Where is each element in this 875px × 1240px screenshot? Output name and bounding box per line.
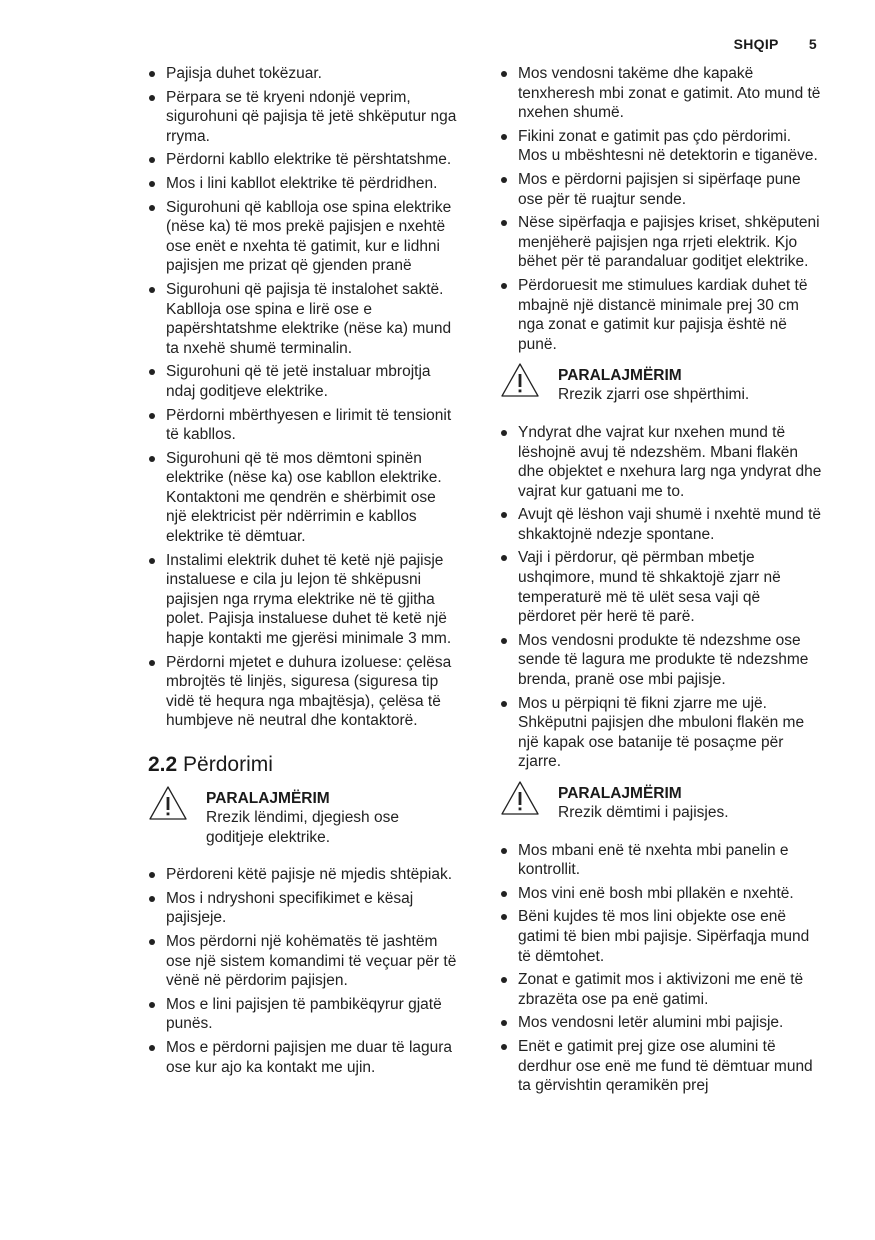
list-item: Sigurohuni që të jetë instaluar mbrojtja ndaj goditjeve elektrike. xyxy=(148,362,458,401)
list-item: Zonat e gatimit mos i aktivizoni me enë të zbrazëta ose pa enë gatimi. xyxy=(500,970,822,1009)
list-item: Mos u përpiqni të fikni zjarre me ujë. Shkëputni pajisjen dhe mbuloni flakën me një kapak ose batanije të posaçme për zjarre. xyxy=(500,694,822,772)
list-item: Pajisja duhet tokëzuar. xyxy=(148,64,458,84)
warning-text: Rrezik zjarri ose shpërthimi. xyxy=(558,386,750,404)
left-column xyxy=(148,64,458,1081)
list-item: Enët e gatimit prej gize ose alumini të derdhur ose enë me fund të dëmtuar mund ta gërvishtin qeramikën prej xyxy=(500,1037,822,1096)
list-item: Mos e lini pajisjen të pambikëqyrur gjatë punës. xyxy=(148,995,458,1034)
list-item: Avujt që lëshon vaji shumë i nxehtë mund të shkaktojnë ndezje spontane. xyxy=(500,505,822,544)
warning-text: Rrezik dëmtimi i pajisjes. xyxy=(558,804,729,821)
list-item: Sigurohuni që të mos dëmtoni spinën elektrike (nëse ka) ose kabllon elektrike. Kontaktoni me qendrën e shërbimit ose një elektricist për ndërrimin e kabllos elektrike të dëmtuar. xyxy=(148,449,458,547)
list-item: Sigurohuni që pajisja të instalohet saktë. Kablloja ose spina e lirë ose e papërshtatshme elektrike (nëse ka) mund ta nxehë shumë terminalin. xyxy=(148,280,458,358)
list-item: Përdorni kabllo elektrike të përshtatshme. xyxy=(148,150,458,170)
page-header xyxy=(734,36,817,52)
list-item: Mos vendosni produkte të ndezshme ose sende të lagura me produkte të ndezshme brenda, pranë ose mbi pajisje. xyxy=(500,631,822,690)
bullet-list xyxy=(500,841,822,1096)
list-item: Mos vendosni takëme dhe kapakë tenxheresh mbi zonat e gatimit. Ato mund të nxehen shumë. xyxy=(500,64,822,123)
warning-title: PARALAJMËRIM xyxy=(558,367,682,385)
warning-box xyxy=(500,366,822,405)
list-item: Mos vendosni letër alumini mbi pajisje. xyxy=(500,1013,822,1033)
list-item: Mos i lini kabllot elektrike të përdridhen. xyxy=(148,174,458,194)
bullet-list xyxy=(148,64,458,731)
warning-title: PARALAJMËRIM xyxy=(558,785,682,802)
list-item: Nëse sipërfaqja e pajisjes kriset, shkëputeni menjëherë pajisjen nga rrjeti elektrik. Kjo bëhet për të parandaluar goditjet elektrike. xyxy=(500,213,822,272)
list-item: Përdoreni këtë pajisje në mjedis shtëpiak. xyxy=(148,865,458,885)
list-item: Përdorni mbërthyesen e lirimit të tensionit të kabllos. xyxy=(148,406,458,445)
list-item: Sigurohuni që kablloja ose spina elektrike (nëse ka) të mos prekë pajisjen e nxehtë ose enët e nxehta të gatimit, kur e lidhni pajisjen me prizat që gjenden pranë xyxy=(148,198,458,276)
bullet-list xyxy=(148,865,458,1077)
warning-box xyxy=(148,789,458,847)
bullet-list xyxy=(500,423,822,772)
list-item: Mos vini enë bosh mbi pllakën e nxehtë. xyxy=(500,884,822,904)
section-number: 2.2 xyxy=(148,753,178,776)
warning-box xyxy=(500,784,822,823)
list-item: Instalimi elektrik duhet të ketë një pajisje instaluese e cila ju lejon të shkëpusni pajisjen nga rryma elektrike në të gjitha polet. Pajisja instaluese duhet të ketë një hapje kontakti me gjerësi minimale 3 mm. xyxy=(148,551,458,649)
warning-triangle-icon xyxy=(148,785,188,821)
list-item: Përdoruesit me stimulues kardiak duhet të mbajnë një distancë minimale prej 30 cm nga zonat e gatimit kur pajisja është në punë. xyxy=(500,276,822,354)
list-item: Mos e përdorni pajisjen si sipërfaqe pune ose për të ruajtur sende. xyxy=(500,170,822,209)
list-item: Fikini zonat e gatimit pas çdo përdorimi. Mos u mbështesni në detektorin e tiganëve. xyxy=(500,127,822,166)
list-item: Vaji i përdorur, që përmban mbetje ushqimore, mund të shkaktojë zjarr në temperaturë më të ulët sesa vaji që përdoret për herë të parë. xyxy=(500,548,822,626)
right-column xyxy=(500,64,822,1100)
list-item: Përdorni mjetet e duhura izoluese: çelësa mbrojtës të linjës, siguresa (siguresa tip vidë të hequra nga mbajtësja), çelësa të humbjeve në neutral dhe kontaktorë. xyxy=(148,653,458,731)
warning-triangle-icon xyxy=(500,780,540,816)
list-item: Mos e përdorni pajisjen me duar të lagura ose kur ajo ka kontakt me ujin. xyxy=(148,1038,458,1077)
warning-triangle-icon xyxy=(500,362,540,398)
list-item: Yndyrat dhe vajrat kur nxehen mund të lëshojnë avuj të ndezshëm. Mbani flakën dhe objektet e nxehura larg nga yndyrat dhe vajrat kur gatuani me to. xyxy=(500,423,822,501)
page-number: 5 xyxy=(808,36,817,52)
language-label: SHQIP xyxy=(733,36,779,52)
list-item: Bëni kujdes të mos lini objekte ose enë gatimi të bien mbi pajisje. Sipërfaqja mund të dëmtohet. xyxy=(500,907,822,966)
warning-title: PARALAJMËRIM xyxy=(206,790,330,807)
section-heading xyxy=(148,753,458,777)
list-item: Mos mbani enë të nxehta mbi panelin e kontrollit. xyxy=(500,841,822,880)
list-item: Përpara se të kryeni ndonjë veprim, sigurohuni që pajisja të jetë shkëputur nga rryma. xyxy=(148,88,458,147)
list-item: Mos i ndryshoni specifikimet e kësaj pajisjeje. xyxy=(148,889,458,928)
bullet-list xyxy=(500,64,822,354)
section-title: Përdorimi xyxy=(183,753,273,776)
warning-text: Rrezik lëndimi, djegiesh ose goditjeje elektrike. xyxy=(206,809,399,846)
list-item: Mos përdorni një kohëmatës të jashtëm ose një sistem komandimi të veçuar për të vënë në përdorim pajisjen. xyxy=(148,932,458,991)
